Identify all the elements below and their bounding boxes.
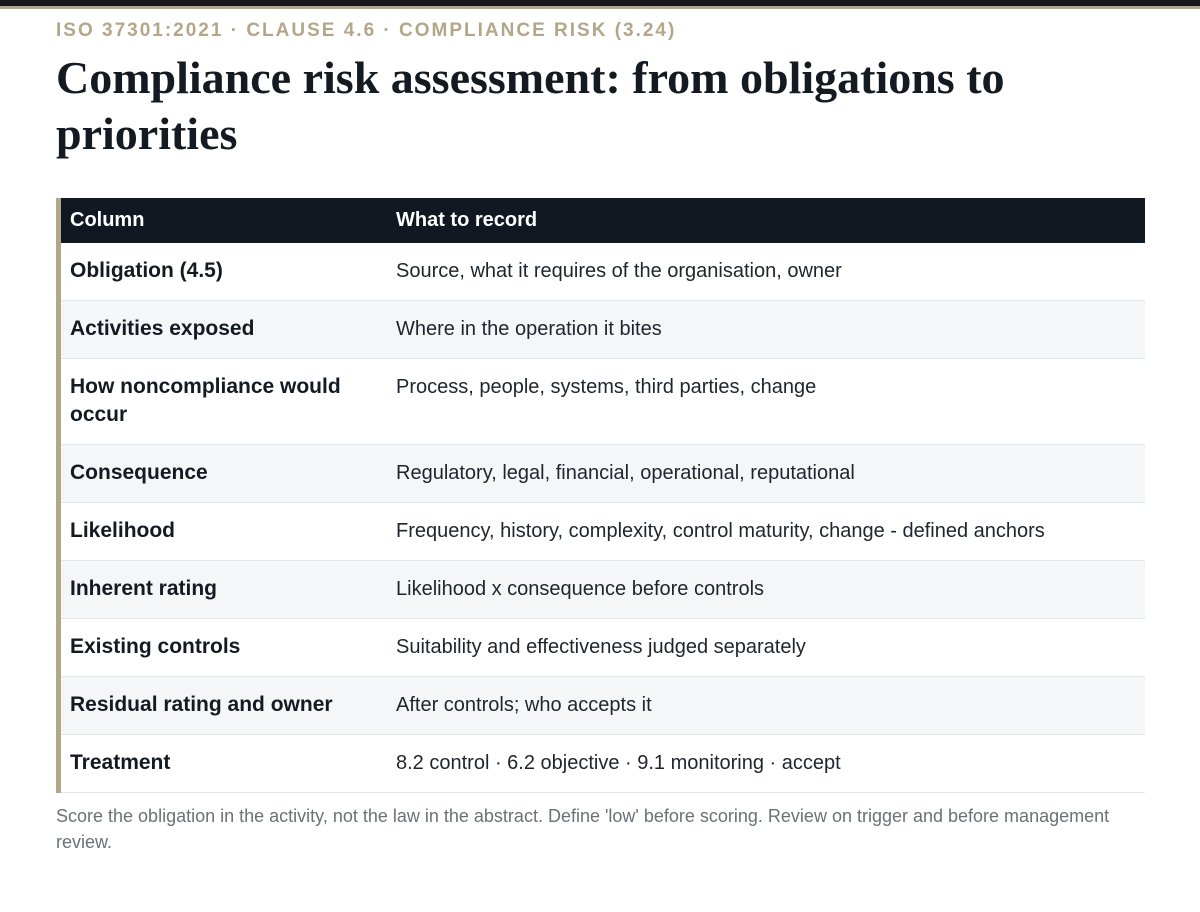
row-label: Existing controls (61, 619, 387, 677)
row-label: Treatment (61, 735, 387, 793)
row-label: Activities exposed (61, 301, 387, 359)
row-value: Suitability and effectiveness judged separately (387, 619, 1145, 677)
column-header-what-to-record: What to record (387, 198, 1145, 243)
table-row (61, 503, 1145, 561)
footnote: Score the obligation in the activity, not the law in the abstract. Define 'low' before scoring. Review on trigger and before management review. (56, 806, 1110, 852)
row-value: 8.2 control · 6.2 objective · 9.1 monitoring · accept (387, 735, 1145, 793)
row-label: Consequence (61, 445, 387, 503)
row-value: Regulatory, legal, financial, operational, reputational (387, 445, 1145, 503)
page-title: Compliance risk assessment: from obligations to priorities (56, 52, 1005, 159)
table-row (61, 735, 1145, 793)
kicker: ISO 37301:2021 · CLAUSE 4.6 · COMPLIANCE RISK (3.24) (56, 20, 677, 41)
table-row (61, 359, 1145, 445)
row-value: Process, people, systems, third parties, change (387, 359, 1145, 445)
row-label: Inherent rating (61, 561, 387, 619)
row-value: Frequency, history, complexity, control maturity, change - defined anchors (387, 503, 1145, 561)
row-label: How noncompliance would occur (61, 359, 387, 445)
table-row (61, 243, 1145, 301)
table-header-row (61, 198, 1145, 243)
table-row (61, 301, 1145, 359)
table-row (61, 619, 1145, 677)
row-value: Where in the operation it bites (387, 301, 1145, 359)
table-row (61, 677, 1145, 735)
column-header-column: Column (61, 198, 387, 243)
row-label: Likelihood (61, 503, 387, 561)
row-value: Source, what it requires of the organisation, owner (387, 243, 1145, 301)
row-label: Obligation (4.5) (61, 243, 387, 301)
row-label: Residual rating and owner (61, 677, 387, 735)
row-value: Likelihood x consequence before controls (387, 561, 1145, 619)
table-row (61, 561, 1145, 619)
table-row (61, 445, 1145, 503)
row-value: After controls; who accepts it (387, 677, 1145, 735)
top-rule (0, 0, 1200, 6)
risk-register-table (56, 198, 1150, 793)
